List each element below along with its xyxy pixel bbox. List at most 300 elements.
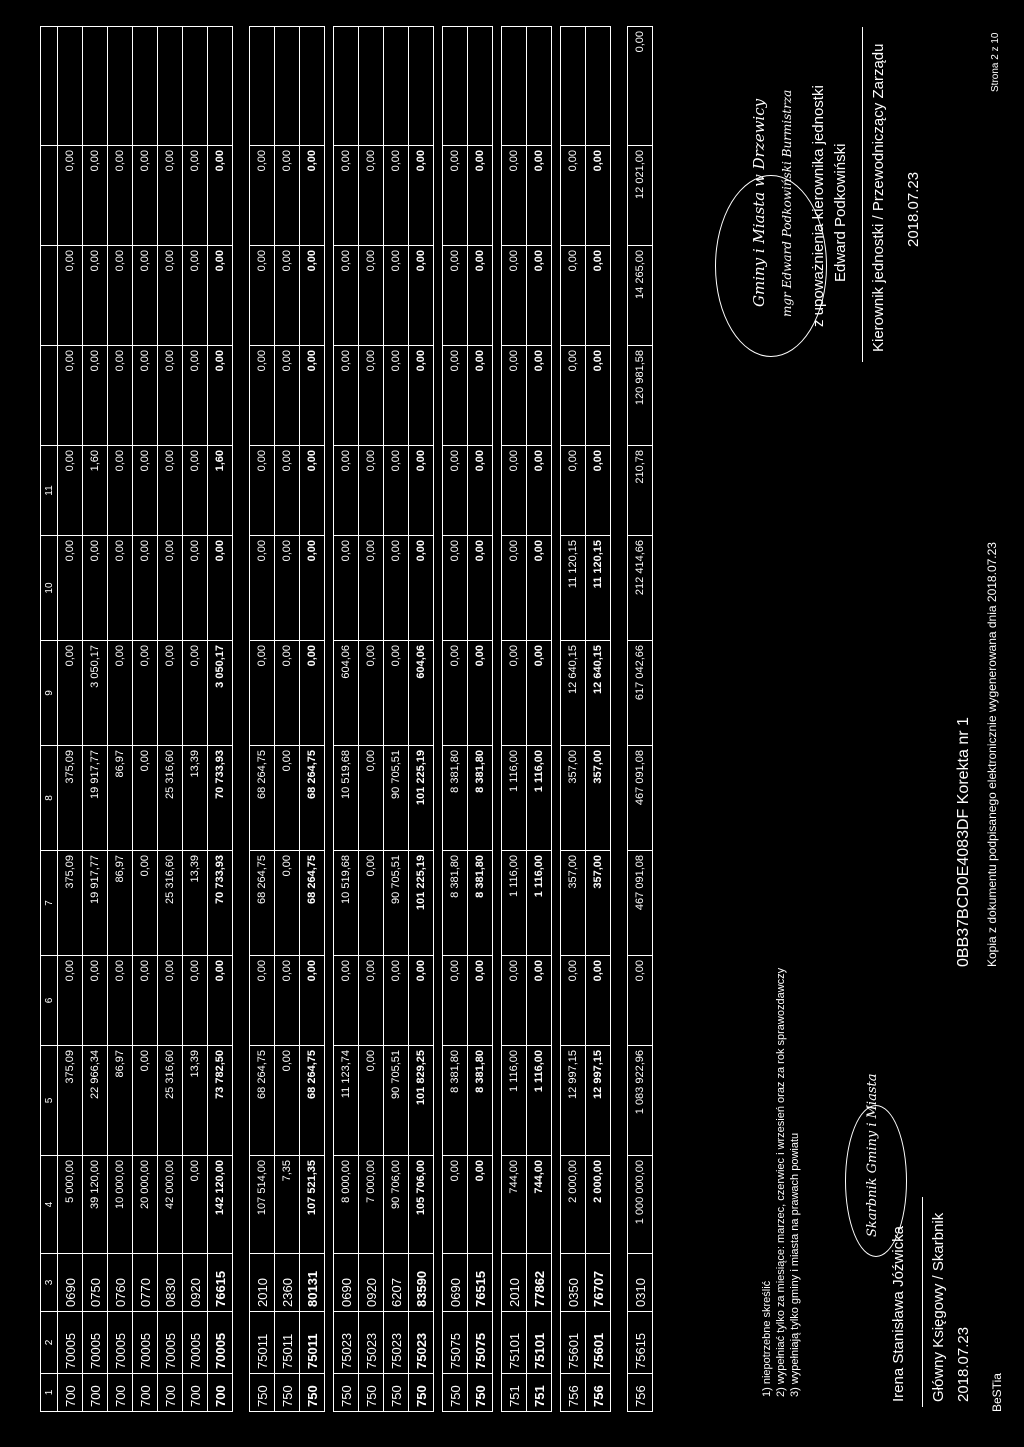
table-cell: 83590 (409, 1254, 434, 1312)
table-cell: 0,00 (561, 346, 586, 446)
table-row (183, 27, 208, 1412)
table-row (208, 27, 233, 1412)
table-cell: 0,00 (502, 536, 527, 641)
table-cell: 8 381,80 (468, 746, 493, 851)
table-cell: 0,00 (502, 956, 527, 1046)
table-cell: 68 264,75 (250, 1046, 275, 1156)
table-cell: 25 316,60 (158, 746, 183, 851)
table-cell: 70005 (208, 1312, 233, 1374)
table-cell: 751 (527, 1374, 552, 1412)
table-cell: 0,00 (527, 346, 552, 446)
table-cell: 0,00 (300, 246, 325, 346)
table-cell: 0,00 (384, 146, 409, 246)
table-cell: 0,00 (133, 746, 158, 851)
table-cell: 0,00 (502, 246, 527, 346)
table-cell: 12 640,15 (561, 641, 586, 746)
table-cell: 86,97 (108, 746, 133, 851)
column-header: 7 (41, 851, 58, 956)
table-cell: 0,00 (527, 956, 552, 1046)
table-cell: 0,00 (384, 641, 409, 746)
table-cell: 0750 (83, 1254, 108, 1312)
table-cell: 101 225,19 (409, 746, 434, 851)
table-row (300, 27, 325, 1412)
table-cell: 604,06 (334, 641, 359, 746)
table-cell: 750 (468, 1374, 493, 1412)
table-cell: 0,00 (443, 246, 468, 346)
table-row (628, 27, 653, 1412)
table-cell: 8 381,80 (443, 1046, 468, 1156)
table-cell: 75011 (250, 1312, 275, 1374)
table-cell: 70005 (183, 1312, 208, 1374)
table-cell: 73 782,50 (208, 1046, 233, 1156)
right-stamp-text: Gminy i Miasta w Drzewicy (750, 98, 768, 307)
left-signer-title: Główny Księgowy / Skarbnik (930, 1212, 947, 1402)
table-cell: 70005 (108, 1312, 133, 1374)
table-cell: 0,00 (359, 956, 384, 1046)
table-cell: 0,00 (158, 146, 183, 246)
table-body (58, 27, 653, 1412)
table-cell: 0,00 (359, 246, 384, 346)
table-cell: 756 (561, 1374, 586, 1412)
table-row (586, 27, 611, 1412)
table-cell: 750 (409, 1374, 434, 1412)
table-cell: 0,00 (468, 536, 493, 641)
table-cell: 0,00 (133, 851, 158, 956)
table-cell: 75023 (334, 1312, 359, 1374)
table-cell: 0,00 (208, 956, 233, 1046)
budget-table (40, 26, 653, 1412)
table-cell: 0,00 (275, 746, 300, 851)
table-cell: 22 966,34 (83, 1046, 108, 1156)
column-header (41, 246, 58, 346)
table-cell: 76707 (586, 1254, 611, 1312)
table-cell: 0,00 (183, 956, 208, 1046)
table-cell: 750 (359, 1374, 384, 1412)
table-cell: 142 120,00 (208, 1156, 233, 1254)
column-header (41, 27, 58, 146)
table-cell: 0,00 (108, 246, 133, 346)
left-stamp-text: Skarbnik Gminy i Miasta (865, 1073, 880, 1237)
table-cell: 0,00 (359, 446, 384, 536)
table-cell: 2010 (502, 1254, 527, 1312)
table-cell: 0,00 (300, 446, 325, 536)
table-cell: 90 705,51 (384, 746, 409, 851)
table-cell: 90 706,00 (384, 1156, 409, 1254)
table-cell: 0,00 (183, 641, 208, 746)
footnote-2: 2) wypełniać tylko za miesiące: marzec, czerwiec i wrzesień oraz za rok sprawozdawczy (775, 967, 787, 1397)
table-cell: 0,00 (384, 536, 409, 641)
table-cell: 0,00 (468, 346, 493, 446)
column-header: 2 (41, 1312, 58, 1374)
table-cell: 13,39 (183, 1046, 208, 1156)
table-cell: 0,00 (108, 536, 133, 641)
table-cell: 0,00 (384, 446, 409, 536)
table-cell: 107 521,35 (300, 1156, 325, 1254)
column-header: 8 (41, 746, 58, 851)
right-date: 2018.07.23 (905, 171, 922, 247)
table-cell: 0,00 (133, 536, 158, 641)
table-cell: 70005 (158, 1312, 183, 1374)
table-cell (561, 27, 586, 146)
table-cell: 86,97 (108, 851, 133, 956)
table-cell: 0,00 (527, 641, 552, 746)
table-cell: 3 050,17 (208, 641, 233, 746)
table-row (502, 27, 527, 1412)
table-cell: 5 000,00 (58, 1156, 83, 1254)
table-cell: 75011 (300, 1312, 325, 1374)
table-cell: 0,00 (561, 956, 586, 1046)
header-row (41, 27, 58, 1412)
table-cell: 7,35 (275, 1156, 300, 1254)
group-separator (325, 27, 334, 1412)
table-cell: 0,00 (359, 851, 384, 956)
table-cell: 0,00 (208, 146, 233, 246)
table-cell: 7 000,00 (359, 1156, 384, 1254)
table-cell: 0,00 (628, 27, 653, 146)
table-cell: 750 (443, 1374, 468, 1412)
column-header (41, 146, 58, 246)
table-cell: 0,00 (133, 246, 158, 346)
group-separator (552, 27, 561, 1412)
table-cell: 0350 (561, 1254, 586, 1312)
table-cell: 357,00 (586, 851, 611, 956)
table-cell: 0,00 (468, 956, 493, 1046)
group-separator (493, 27, 502, 1412)
table-cell: 90 705,51 (384, 851, 409, 956)
table-cell: 1 116,00 (527, 746, 552, 851)
table-row (359, 27, 384, 1412)
table-cell: 0920 (359, 1254, 384, 1312)
software-name: BeSTia (990, 1373, 1004, 1412)
table-cell: 0,00 (409, 346, 434, 446)
table-cell: 0,00 (108, 146, 133, 246)
column-header: 4 (41, 1156, 58, 1254)
table-cell: 70005 (58, 1312, 83, 1374)
table-cell: 105 706,00 (409, 1156, 434, 1254)
table-row (83, 27, 108, 1412)
left-signature-line (922, 1197, 923, 1407)
table-cell: 0,00 (275, 146, 300, 246)
table-cell: 0,00 (468, 146, 493, 246)
right-authorization: z upoważnienia kierownika jednostki (810, 85, 827, 327)
table-cell: 0,00 (133, 346, 158, 446)
table-cell: 0,00 (443, 536, 468, 641)
table-cell: 0,00 (108, 446, 133, 536)
table-cell: 0,00 (133, 146, 158, 246)
table-cell (384, 27, 409, 146)
right-signature-line (862, 27, 863, 362)
table-cell: 0,00 (359, 746, 384, 851)
table-cell: 75101 (527, 1312, 552, 1374)
table-cell: 0830 (158, 1254, 183, 1312)
table-cell: 11 123,74 (334, 1046, 359, 1156)
table-cell: 700 (83, 1374, 108, 1412)
group-separator (611, 27, 628, 1412)
table-cell: 0,00 (359, 1046, 384, 1156)
table-row (275, 27, 300, 1412)
table-cell: 0,00 (58, 146, 83, 246)
table-cell: 1 116,00 (527, 851, 552, 956)
left-signer-name: Irena Stanisława Jóźwicka (890, 1226, 907, 1402)
table-cell: 0,00 (502, 446, 527, 536)
table-cell: 12 997,15 (561, 1046, 586, 1156)
table-cell: 0,00 (83, 346, 108, 446)
table-cell: 700 (183, 1374, 208, 1412)
table-cell: 0,00 (527, 146, 552, 246)
table-cell (58, 27, 83, 146)
table-cell (133, 27, 158, 146)
table-cell: 14 265,00 (628, 246, 653, 346)
column-header: 11 (41, 446, 58, 536)
table-cell: 0,00 (133, 446, 158, 536)
table-row (133, 27, 158, 1412)
table-cell: 0,00 (158, 246, 183, 346)
column-header: 1 (41, 1374, 58, 1412)
table-cell: 0,00 (334, 956, 359, 1046)
table-cell: 68 264,75 (250, 851, 275, 956)
table-cell (108, 27, 133, 146)
table-cell: 0,00 (250, 956, 275, 1046)
table-cell: 0,00 (183, 1156, 208, 1254)
table-cell: 0920 (183, 1254, 208, 1312)
table-cell: 0,00 (409, 446, 434, 536)
table-cell: 0,00 (250, 246, 275, 346)
table-cell: 2 000,00 (561, 1156, 586, 1254)
table-cell: 8 381,80 (468, 851, 493, 956)
table-cell (468, 27, 493, 146)
table-cell: 0,00 (158, 346, 183, 446)
table-cell: 375,09 (58, 851, 83, 956)
table-cell: 75023 (384, 1312, 409, 1374)
table-cell: 13,39 (183, 746, 208, 851)
table-cell: 0,00 (183, 536, 208, 641)
table-cell: 19 917,77 (83, 746, 108, 851)
table-cell: 0,00 (359, 346, 384, 446)
table-cell: 101 829,25 (409, 1046, 434, 1156)
table-cell: 212 414,66 (628, 536, 653, 641)
table-cell: 0,00 (561, 146, 586, 246)
table-cell: 1 083 922,96 (628, 1046, 653, 1156)
table-cell: 0,00 (58, 641, 83, 746)
table-cell: 0,00 (502, 641, 527, 746)
table-cell: 2010 (250, 1254, 275, 1312)
table-cell: 750 (250, 1374, 275, 1412)
table-cell: 107 514,00 (250, 1156, 275, 1254)
right-stamp-text-2: mgr Edward Podkowiński Burmistrza (780, 89, 794, 317)
table-cell: 0,00 (133, 641, 158, 746)
table-cell: 1,60 (208, 446, 233, 536)
table-cell: 68 264,75 (300, 1046, 325, 1156)
table-cell: 0,00 (275, 446, 300, 536)
table-cell: 0,00 (586, 246, 611, 346)
table-cell: 68 264,75 (250, 746, 275, 851)
table-cell: 90 705,51 (384, 1046, 409, 1156)
table-cell: 0,00 (208, 346, 233, 446)
table-cell: 357,00 (561, 851, 586, 956)
table-cell: 0,00 (250, 536, 275, 641)
table-row (334, 27, 359, 1412)
table-cell: 20 000,00 (133, 1156, 158, 1254)
table-cell: 0,00 (183, 146, 208, 246)
table-cell: 0,00 (502, 346, 527, 446)
table-cell: 744,00 (502, 1156, 527, 1254)
table-cell: 13,39 (183, 851, 208, 956)
table-cell: 0,00 (158, 446, 183, 536)
table-cell: 0,00 (208, 246, 233, 346)
left-date: 2018.07.23 (955, 1326, 972, 1402)
table-cell: 1 116,00 (502, 851, 527, 956)
table-cell: 68 264,75 (300, 746, 325, 851)
table-cell: 120 981,58 (628, 346, 653, 446)
table-cell: 0,00 (628, 956, 653, 1046)
table-cell: 1,60 (83, 446, 108, 536)
table-cell: 86,97 (108, 1046, 133, 1156)
table-cell (300, 27, 325, 146)
table-cell (527, 27, 552, 146)
table-cell: 0,00 (133, 1046, 158, 1156)
table-row (384, 27, 409, 1412)
column-header (41, 346, 58, 446)
table-cell (334, 27, 359, 146)
table-cell: 1 116,00 (502, 746, 527, 851)
table-cell: 0,00 (527, 246, 552, 346)
table-cell: 75023 (409, 1312, 434, 1374)
footnote-1: 1) niepotrzebne skreślić (761, 1280, 773, 1397)
table-cell: 700 (133, 1374, 158, 1412)
table-cell: 75601 (561, 1312, 586, 1374)
column-header: 9 (41, 641, 58, 746)
table-cell: 75075 (468, 1312, 493, 1374)
table-cell: 0,00 (58, 956, 83, 1046)
table-cell: 0,00 (443, 1156, 468, 1254)
table-cell: 75101 (502, 1312, 527, 1374)
table-cell (443, 27, 468, 146)
table-cell: 0,00 (108, 956, 133, 1046)
table-cell: 10 000,00 (108, 1156, 133, 1254)
table-cell: 0,00 (275, 246, 300, 346)
table-cell: 0,00 (443, 446, 468, 536)
table-cell: 0,00 (133, 956, 158, 1046)
copy-note: Kopia z dokumentu podpisanego elektronicznie wygenerowana dnia 2018.07.23 (985, 542, 999, 967)
footnote-3: 3) wypełniają tylko gminy i miasta na prawach powiatu (789, 1132, 801, 1397)
table-cell: 0690 (58, 1254, 83, 1312)
table-cell: 0,00 (468, 246, 493, 346)
table-cell: 8 381,80 (468, 1046, 493, 1156)
table-cell: 467 091,08 (628, 746, 653, 851)
table-cell: 0,00 (58, 536, 83, 641)
table-cell: 2360 (275, 1254, 300, 1312)
table-cell (502, 27, 527, 146)
table-cell: 68 264,75 (300, 851, 325, 956)
table-cell: 750 (275, 1374, 300, 1412)
table-cell: 11 120,15 (561, 536, 586, 641)
table-cell: 1 000 000,00 (628, 1156, 653, 1254)
table-cell: 0,00 (359, 146, 384, 246)
table-cell: 0,00 (468, 446, 493, 536)
page-number: Strona 2 z 10 (990, 32, 1001, 92)
table-cell: 0,00 (250, 146, 275, 246)
table-cell: 0,00 (58, 246, 83, 346)
table-cell: 0,00 (58, 346, 83, 446)
table-cell: 744,00 (527, 1156, 552, 1254)
table-cell: 617 042,66 (628, 641, 653, 746)
table-cell: 0,00 (183, 246, 208, 346)
table-cell: 1 116,00 (527, 1046, 552, 1156)
table-cell: 12 997,15 (586, 1046, 611, 1156)
table-cell: 0,00 (183, 446, 208, 536)
group-separator (434, 27, 443, 1412)
table-cell: 12 640,15 (586, 641, 611, 746)
table-cell: 750 (334, 1374, 359, 1412)
table-cell: 0,00 (586, 146, 611, 246)
table-cell: 750 (300, 1374, 325, 1412)
table-cell (409, 27, 434, 146)
table-cell: 0,00 (527, 536, 552, 641)
table-cell: 0,00 (250, 346, 275, 446)
table-cell: 0,00 (58, 446, 83, 536)
table-cell: 70 733,93 (208, 851, 233, 956)
right-signer-name: Edward Podkowiński (832, 143, 849, 282)
table-row (561, 27, 586, 1412)
table-cell: 604,06 (409, 641, 434, 746)
budget-table-wrap (40, 27, 653, 1412)
table-cell: 700 (208, 1374, 233, 1412)
table-cell: 3 050,17 (83, 641, 108, 746)
table-cell: 0,00 (300, 146, 325, 246)
table-cell: 0,00 (561, 246, 586, 346)
table-cell: 750 (384, 1374, 409, 1412)
table-cell (586, 27, 611, 146)
table-cell: 11 120,15 (586, 536, 611, 641)
table-row (443, 27, 468, 1412)
table-cell: 0,00 (561, 446, 586, 536)
table-cell: 0770 (133, 1254, 158, 1312)
table-cell: 70005 (83, 1312, 108, 1374)
table-cell (208, 27, 233, 146)
table-cell: 75615 (628, 1312, 653, 1374)
table-cell: 0,00 (359, 641, 384, 746)
table-cell: 10 519,68 (334, 851, 359, 956)
group-separator (233, 27, 250, 1412)
table-row (158, 27, 183, 1412)
table-cell: 0,00 (158, 536, 183, 641)
table-cell: 70 733,93 (208, 746, 233, 851)
table-cell: 0,00 (158, 641, 183, 746)
table-cell: 0,00 (334, 346, 359, 446)
table-cell: 80131 (300, 1254, 325, 1312)
table-cell: 0,00 (334, 146, 359, 246)
table-cell: 0,00 (443, 146, 468, 246)
table-cell: 1 116,00 (502, 1046, 527, 1156)
table-cell: 700 (58, 1374, 83, 1412)
right-signer-title: Kierownik jednostki / Przewodniczący Zarządu (870, 43, 887, 352)
column-header: 6 (41, 956, 58, 1046)
table-cell: 0,00 (443, 641, 468, 746)
table-cell: 0,00 (208, 536, 233, 641)
table-cell: 0,00 (183, 346, 208, 446)
table-cell (275, 27, 300, 146)
table-cell: 210,78 (628, 446, 653, 536)
table-cell: 19 917,77 (83, 851, 108, 956)
table-cell: 0,00 (83, 956, 108, 1046)
table-cell: 0,00 (275, 956, 300, 1046)
table-cell (83, 27, 108, 146)
table-row (250, 27, 275, 1412)
table-cell: 8 381,80 (443, 746, 468, 851)
table-row (58, 27, 83, 1412)
table-cell: 0690 (443, 1254, 468, 1312)
table-cell: 0,00 (443, 346, 468, 446)
